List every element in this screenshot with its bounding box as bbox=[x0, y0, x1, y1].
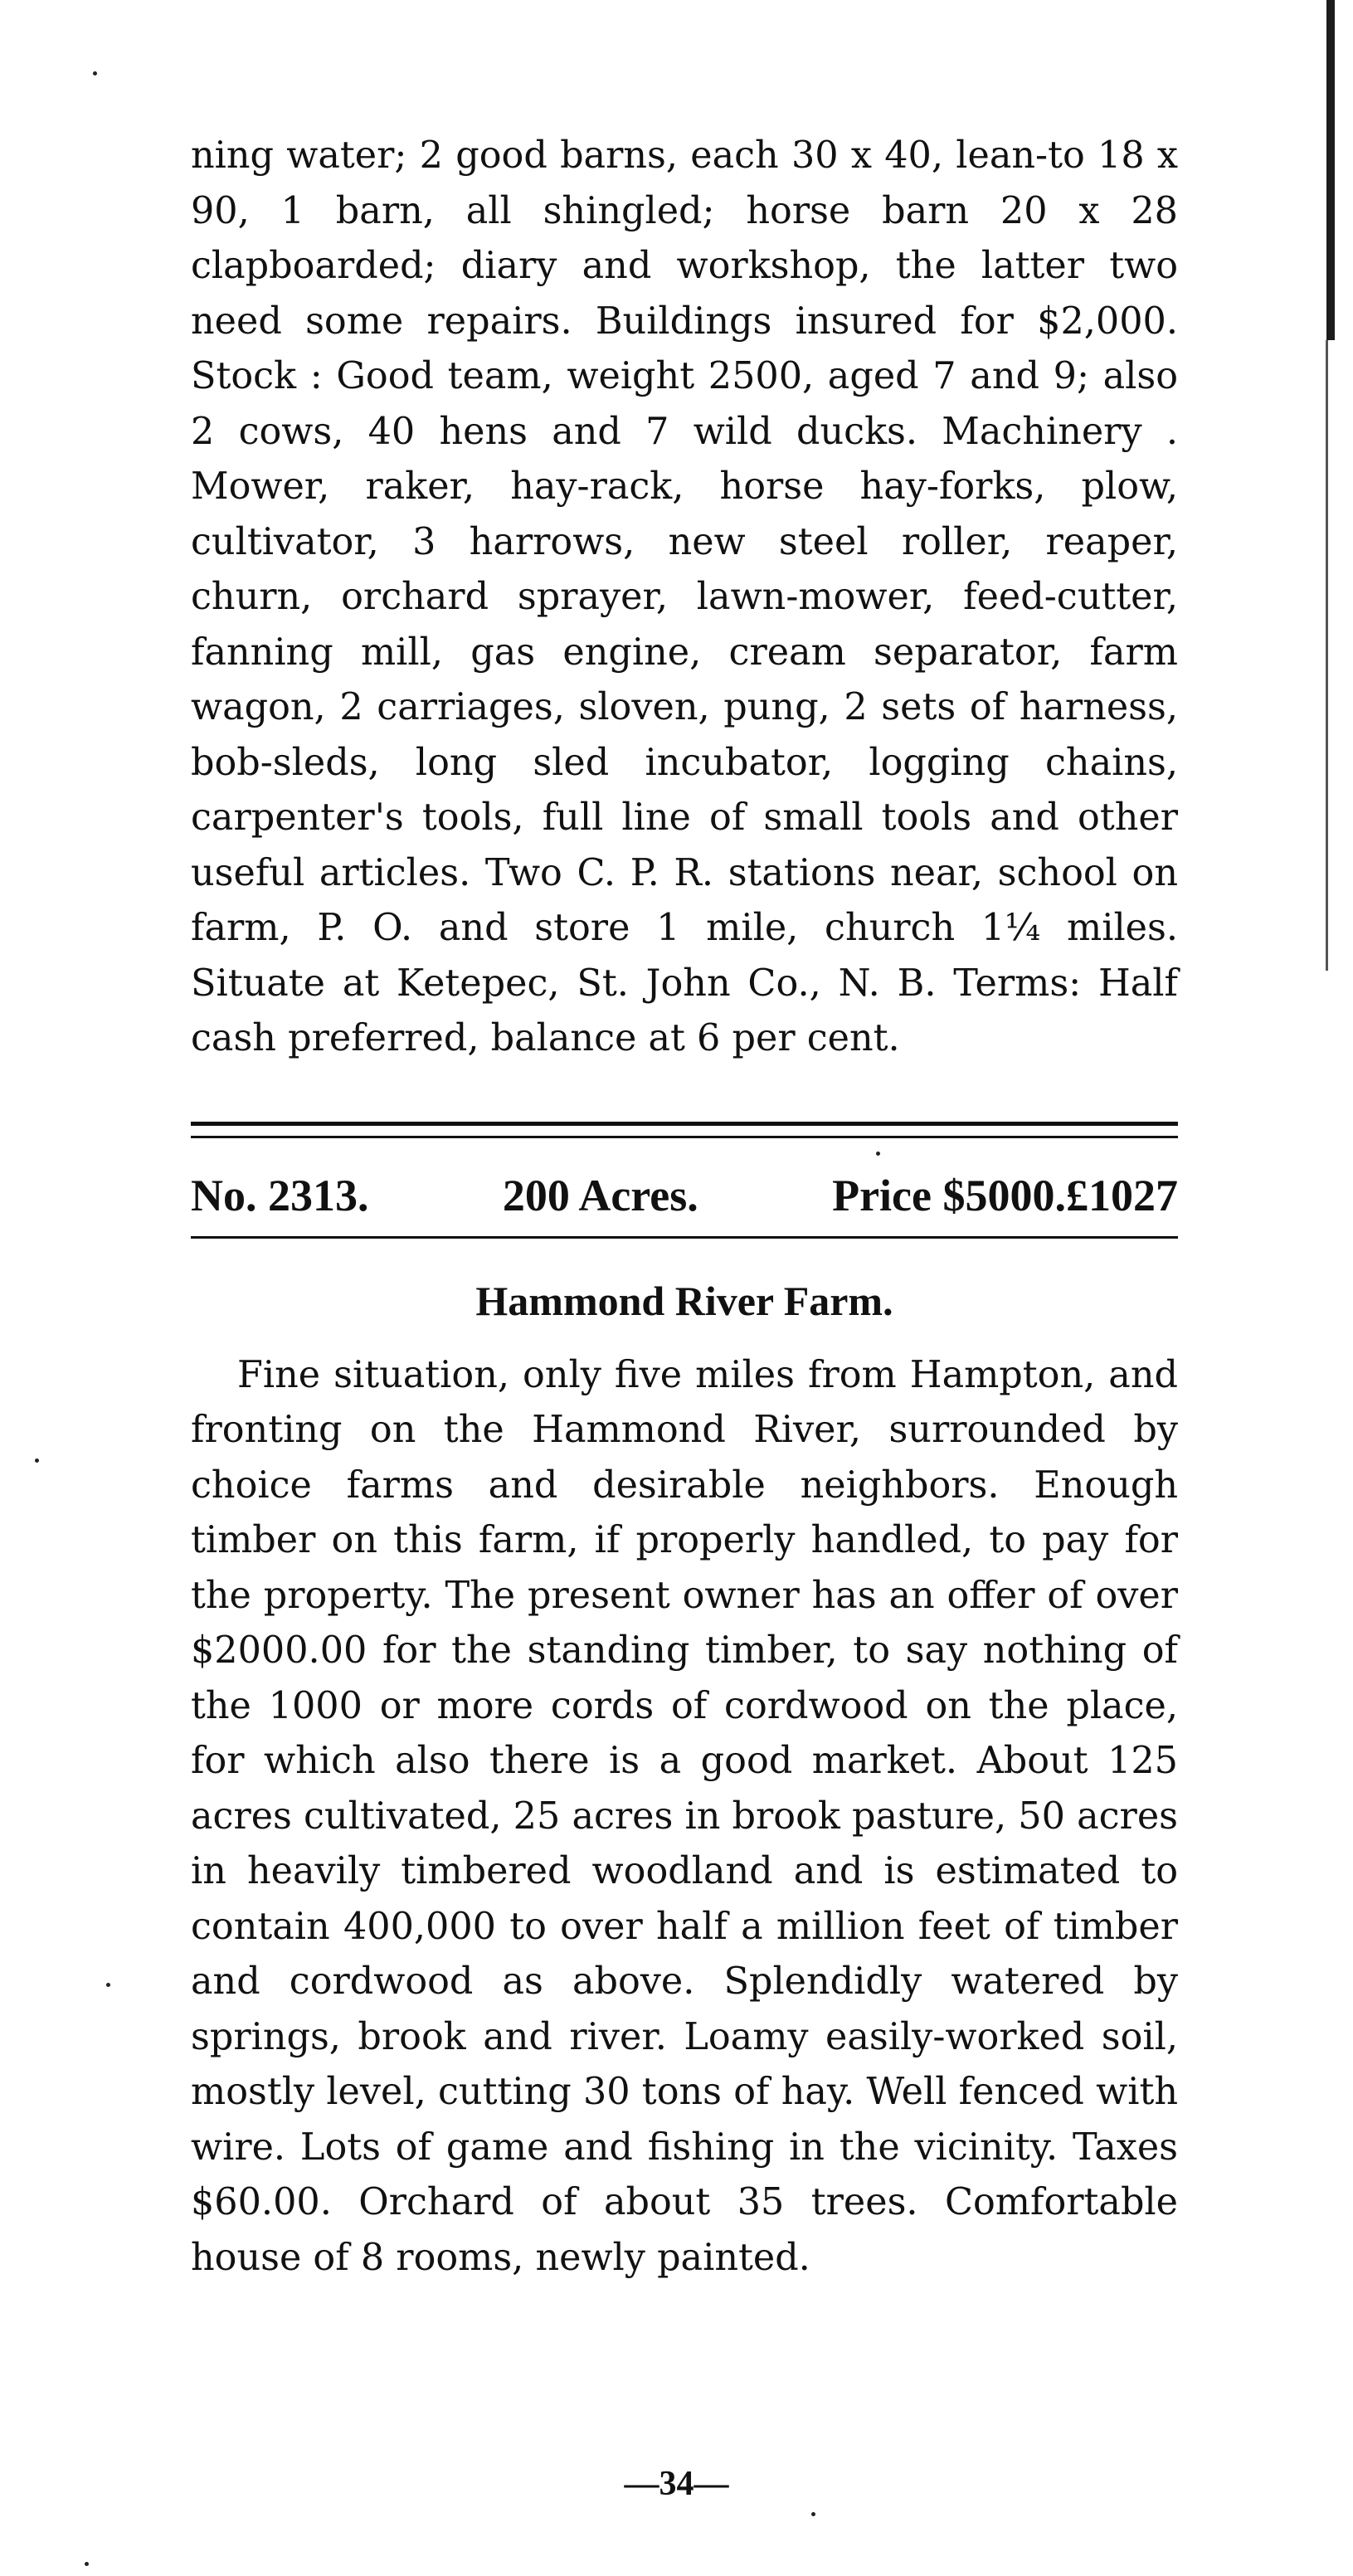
header-underline bbox=[191, 1236, 1178, 1239]
farm-title: Hammond River Farm. bbox=[475, 1277, 893, 1324]
scan-speck bbox=[93, 71, 97, 75]
page-number: —34— bbox=[624, 2465, 729, 2503]
scan-speck bbox=[85, 2562, 89, 2566]
listing-sterling-price: £1027 bbox=[1066, 1170, 1178, 1220]
scan-speck bbox=[811, 2512, 815, 2516]
scan-speck bbox=[35, 1458, 39, 1463]
listing-header bbox=[191, 1166, 1178, 1225]
listing-number: No. 2313. bbox=[191, 1170, 369, 1220]
listing-price-group bbox=[832, 1166, 1178, 1225]
section-divider-double bbox=[191, 1122, 1178, 1138]
farm-description: Fine situation, only five miles from Hampton, and fronting on the Hammond River, surrounded by choice farms and desirable neighbors. Enough timber on this farm, if properly handled, to pay for the property. The present owner has an offer of over $2000.00 for the standing timber, to say nothing of the 1000 or more cords of cordwood on the place, for which also there is a good market. About 125 acres cultivated, 25 acres in brook pasture, 50 acres in heavily timbered woodland and is estimated to contain 400,000 to over half a million feet of timber and cordwood as above. Splendidly watered by springs, brook and river. Loamy easily-worked soil, mostly level, cutting 30 tons of hay. Well fenced with wire. Lots of game and fishing in the vicinity. Taxes $60.00. Orchard of about 35 trees. Comfortable house of 8 rooms, newly painted. bbox=[191, 1353, 1178, 2279]
scan-edge-shadow bbox=[1326, 0, 1335, 340]
scan-edge-line bbox=[1326, 340, 1328, 971]
document-page bbox=[191, 129, 1178, 2286]
listing-acres: 200 Acres. bbox=[502, 1170, 698, 1220]
listing-price: Price $5000. bbox=[832, 1170, 1066, 1220]
continued-listing-paragraph: ning water; 2 good barns, each 30 x 40, lean-to 18 x 90, 1 barn, all shingled; horse barn 20 x 28 clapboarded; diary and workshop, the latter two need some repairs. Buildings insured for $2,000. Stock : Good team, weight 2500, aged 7 and 9; also 2 cows, 40 hens and 7 wild ducks. Machinery . Mower, raker, hay-rack, horse hay-forks, plow, cultivator, 3 harrows, new steel roller, reaper, churn, orchard sprayer, lawn-mower, feed-cutter, fanning mill, gas engine, cream separator, farm wagon, 2 carriages, sloven, pung, 2 sets of harness, bob-sleds, long sled incubator, logging chains, carpenter's tools, full line of small tools and other useful articles. Two C. P. R. stations near, school on farm, P. O. and store 1 mile, church 1¼ miles. Situate at Ketepec, St. John Co., N. B. Terms: Half cash preferred, balance at 6 per cent. bbox=[191, 134, 1178, 1059]
scan-speck bbox=[106, 1983, 110, 1987]
